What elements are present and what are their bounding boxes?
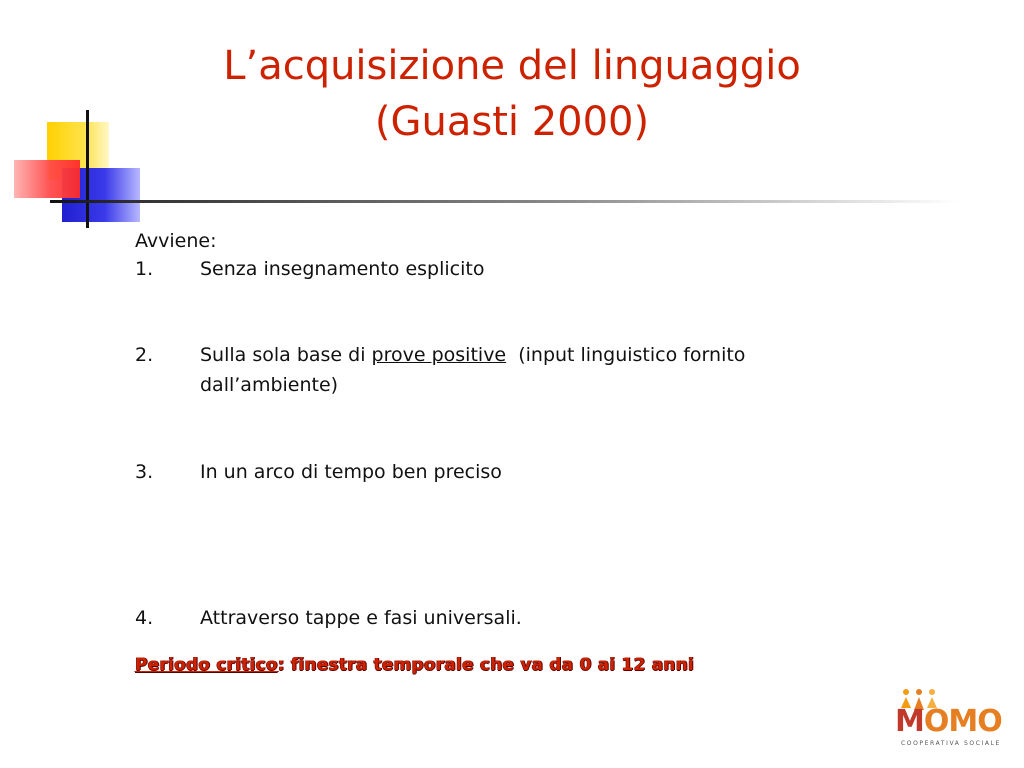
logo-wordmark xyxy=(895,704,1007,739)
title-line-2: (Guasti 2000) xyxy=(374,99,650,145)
logo-omo: OMO xyxy=(923,704,1002,739)
decor-vertical-line xyxy=(86,110,89,228)
list-text-after: (input linguistico fornito dall’ambiente) xyxy=(200,344,752,396)
decor-red-square xyxy=(14,160,80,198)
list-text: Senza insegnamento esplicito xyxy=(200,258,485,280)
intro-text: Avviene: xyxy=(135,230,217,252)
slide-title xyxy=(0,38,1024,150)
list-number: 3. xyxy=(135,461,154,483)
list-number: 1. xyxy=(135,258,154,280)
logo-m: M xyxy=(895,704,924,739)
list-text: In un arco di tempo ben preciso xyxy=(200,461,502,483)
prove-positive-underlined: prove positive xyxy=(371,344,507,366)
momo-logo xyxy=(895,688,1007,752)
list-text-before: Sulla sola base di xyxy=(200,344,372,366)
list-text: Attraverso tappe e fasi universali. xyxy=(200,607,522,629)
note-rest: : finestra temporale che va da 0 ai 12 anni xyxy=(277,655,694,675)
list-number: 2. xyxy=(135,344,154,366)
logo-subtitle: COOPERATIVA SOCIALE xyxy=(901,740,1001,747)
decor-horizontal-rule xyxy=(50,200,960,203)
critical-period-note xyxy=(135,655,835,675)
title-line-1: L’acquisizione del linguaggio xyxy=(223,43,801,89)
list-number: 4. xyxy=(135,607,154,629)
list-text xyxy=(200,340,880,400)
note-underlined: Periodo critico xyxy=(135,655,278,675)
